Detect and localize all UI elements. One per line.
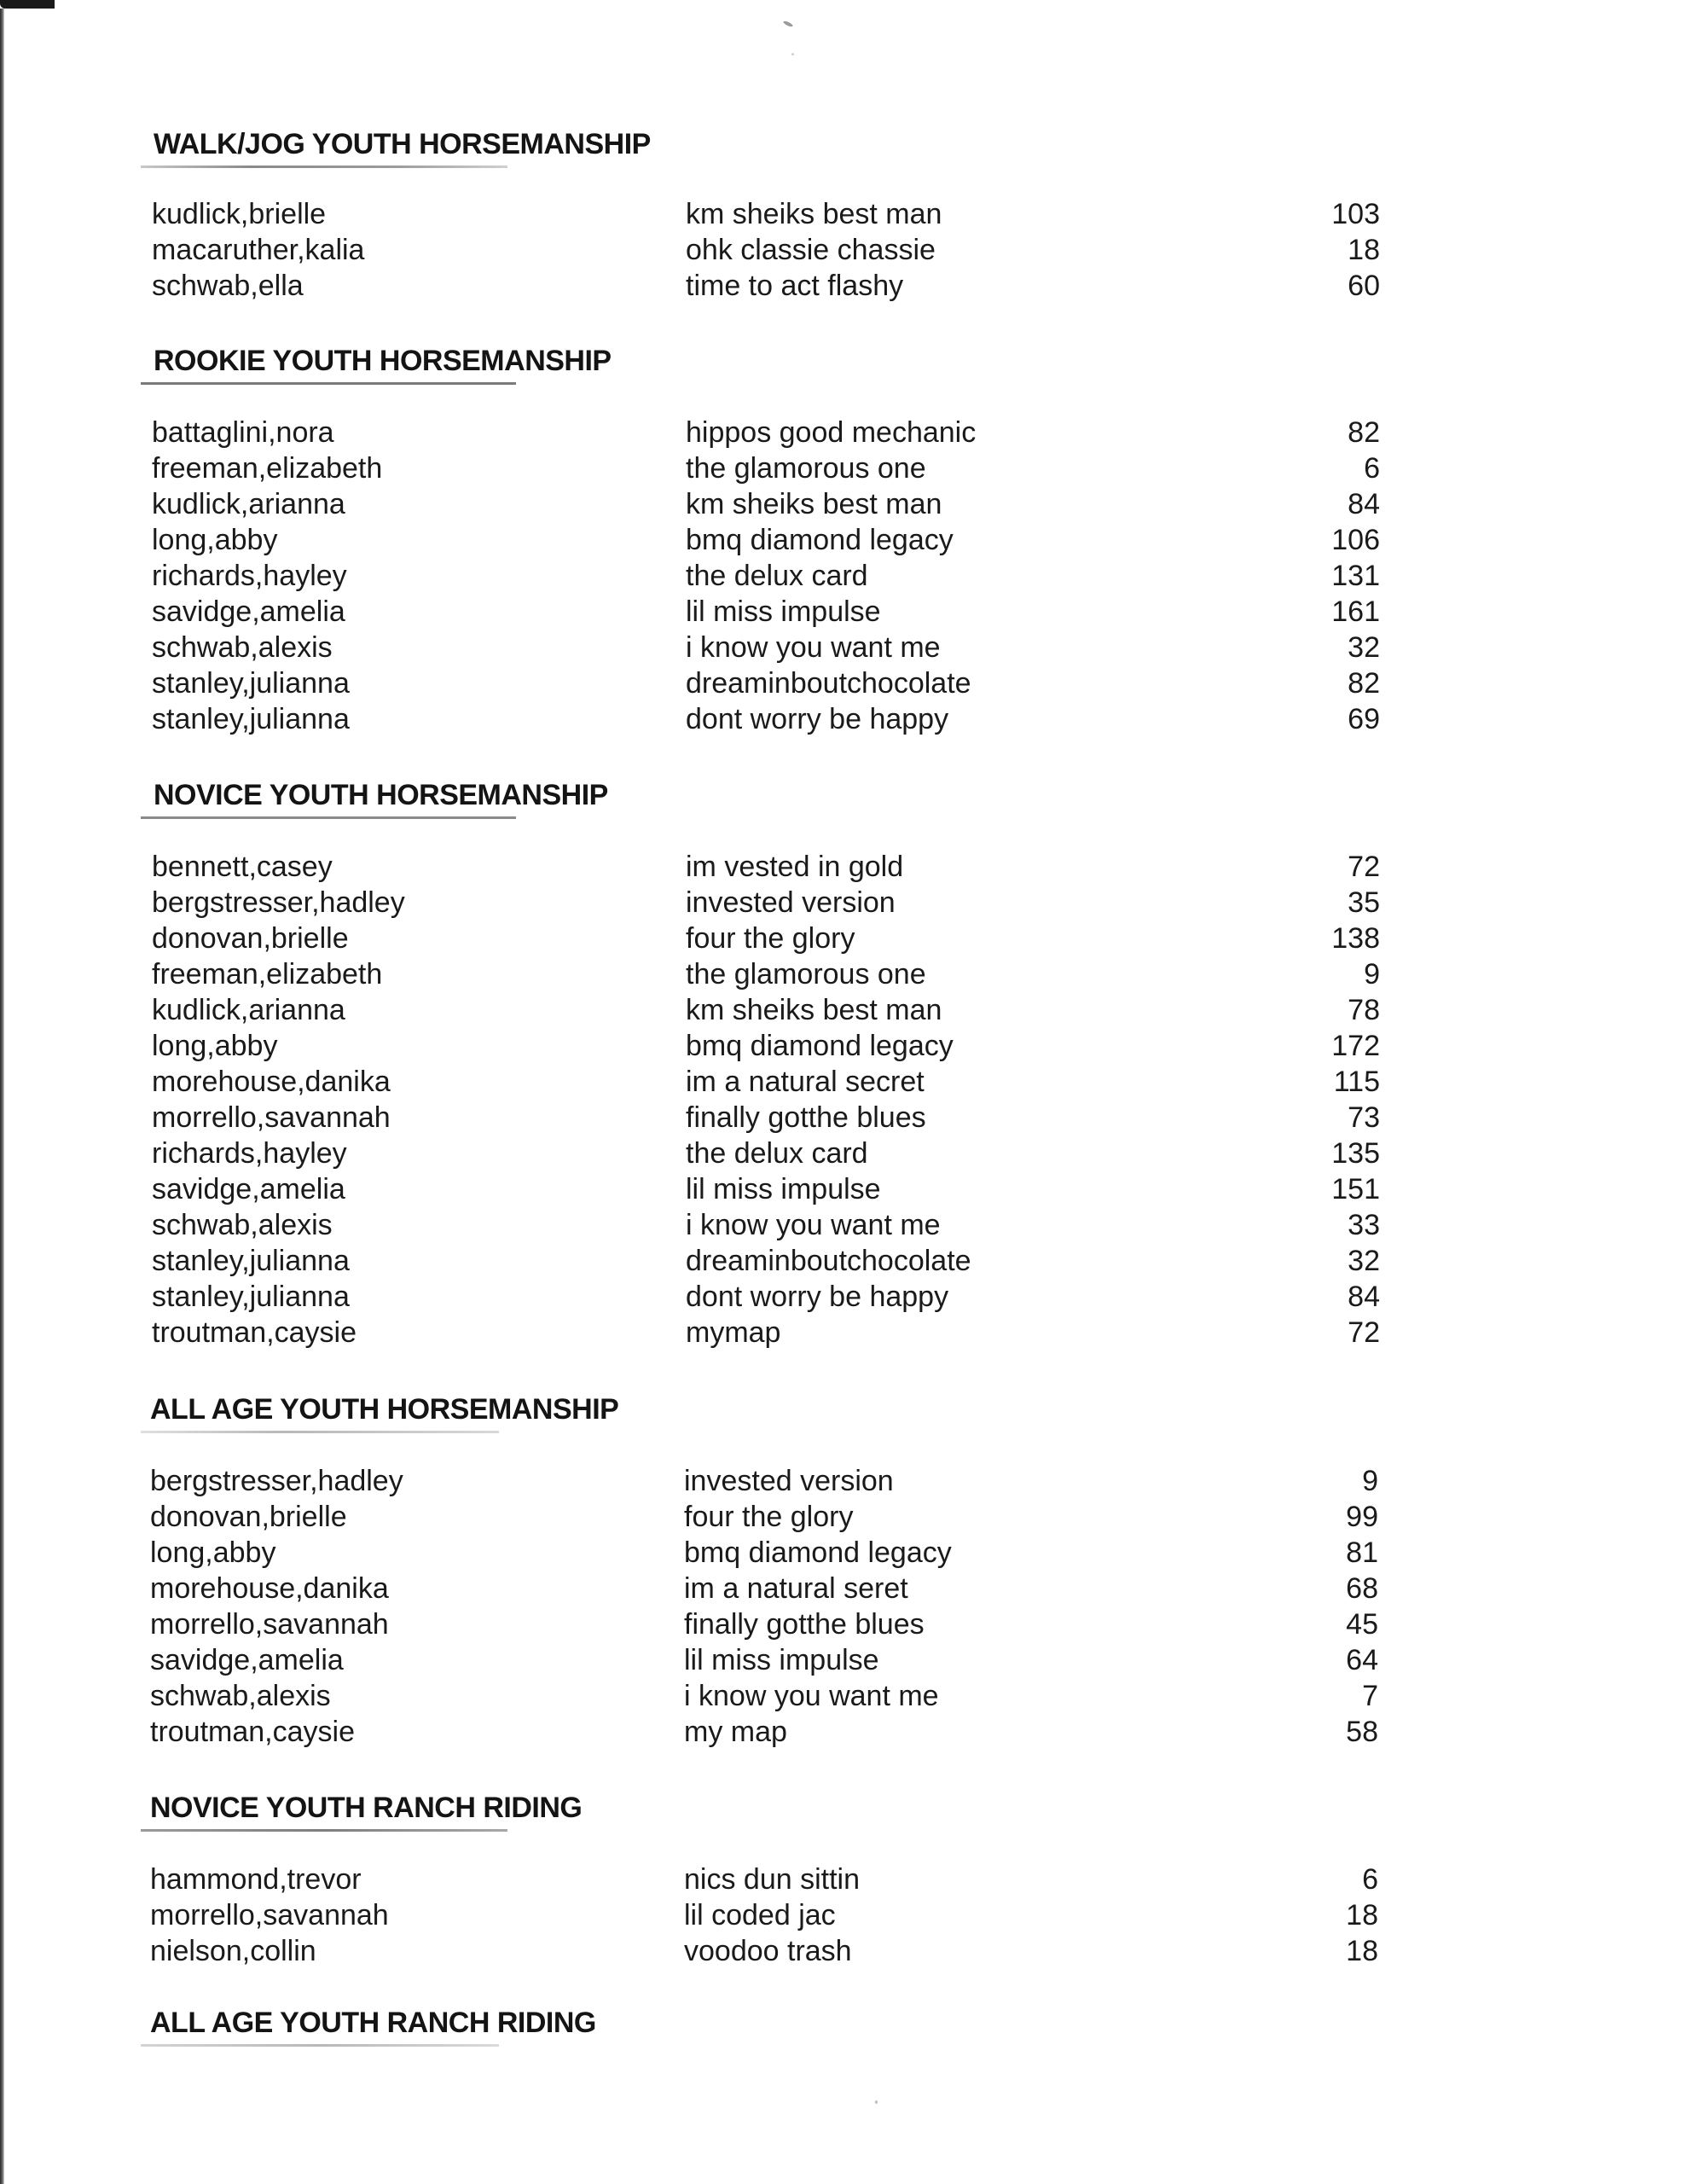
entry-number: 58 [1346,1716,1378,1748]
entry-row [0,415,1687,450]
entry-number: 82 [1348,416,1380,449]
entry-number: 106 [1331,524,1380,556]
horse-name: time to act flashy [686,270,904,302]
entry-row [0,1897,1687,1933]
entry-number: 81 [1346,1536,1378,1569]
entry-number: 32 [1348,1245,1380,1277]
horse-name: im a natural secret [686,1066,925,1098]
entry-row [0,956,1687,992]
section-title: WALK/JOG YOUTH HORSEMANSHIP [154,128,651,160]
section-title: ROOKIE YOUTH HORSEMANSHIP [154,345,612,377]
entry-number: 7 [1362,1680,1378,1712]
entry-number: 138 [1331,922,1380,955]
entry-row [0,849,1687,885]
entry-number: 151 [1331,1173,1380,1205]
entry-number: 64 [1346,1644,1378,1676]
section-title: NOVICE YOUTH HORSEMANSHIP [154,779,608,811]
rider-name: long,abby [150,1536,276,1569]
horse-name: dont worry be happy [686,1281,949,1313]
entry-row [0,1463,1687,1499]
horse-name: finally gotthe blues [684,1608,925,1641]
rider-name: battaglini,nora [152,416,334,449]
entry-number: 84 [1348,488,1380,520]
rider-name: savidge,amelia [152,595,345,628]
entry-number: 18 [1346,1899,1378,1931]
entry-row [0,992,1687,1028]
rider-name: freeman,elizabeth [152,958,383,990]
rider-name: morrello,savannah [150,1899,389,1931]
rider-name: schwab,alexis [152,1209,333,1241]
rider-name: freeman,elizabeth [152,452,383,485]
horse-name: hippos good mechanic [686,416,977,449]
section-title: NOVICE YOUTH RANCH RIDING [150,1792,583,1824]
entry-row [0,921,1687,956]
rider-name: kudlick,arianna [152,994,345,1026]
section-underline [141,1829,507,1832]
horse-name: my map [684,1716,787,1748]
entry-row [0,1499,1687,1535]
section-underline [141,2044,499,2047]
entry-number: 135 [1331,1137,1380,1170]
entry-row [0,665,1687,701]
entry-row [0,630,1687,665]
rider-name: stanley,julianna [152,1281,350,1313]
horse-name: mymap [686,1316,781,1349]
entry-number: 6 [1362,1863,1378,1896]
entry-row [0,1100,1687,1136]
section-title: ALL AGE YOUTH HORSEMANSHIP [150,1393,619,1426]
rider-name: schwab,alexis [150,1680,331,1712]
horse-name: dreaminboutchocolate [686,667,971,700]
entry-row [0,1535,1687,1571]
rider-name: morrello,savannah [150,1608,389,1641]
horse-name: invested version [686,886,896,919]
horse-name: lil coded jac [684,1899,836,1931]
rider-name: stanley,julianna [152,703,350,735]
horse-name: four the glory [686,922,855,955]
entry-number: 115 [1333,1066,1380,1098]
horse-name: dont worry be happy [686,703,949,735]
rider-name: richards,hayley [152,1137,347,1170]
rider-name: kudlick,brielle [152,198,327,230]
section-underline [141,382,516,385]
entry-number: 172 [1331,1030,1380,1062]
rider-name: bergstresser,hadley [150,1465,403,1497]
horse-name: four the glory [684,1501,854,1533]
horse-name: the glamorous one [686,452,926,485]
section-underline [141,816,516,819]
entry-number: 32 [1348,631,1380,664]
rider-name: savidge,amelia [152,1173,345,1205]
entry-row [0,1207,1687,1243]
rider-name: long,abby [152,1030,278,1062]
section-title: ALL AGE YOUTH RANCH RIDING [150,2007,596,2039]
horse-name: lil miss impulse [686,595,881,628]
entry-number: 9 [1364,958,1380,990]
entry-number: 82 [1348,667,1380,700]
rider-name: macaruther,kalia [152,234,365,266]
entry-row [0,1279,1687,1315]
entry-number: 18 [1346,1935,1378,1967]
horse-name: bmq diamond legacy [686,524,954,556]
entry-number: 131 [1331,560,1380,592]
horse-name: km sheiks best man [686,488,942,520]
entry-row [0,522,1687,558]
entry-number: 68 [1346,1572,1378,1605]
rider-name: stanley,julianna [152,1245,350,1277]
rider-name: donovan,brielle [150,1501,347,1533]
entry-row [0,1678,1687,1714]
rider-name: donovan,brielle [152,922,349,955]
horse-name: i know you want me [686,631,941,664]
entry-row [0,1714,1687,1750]
horse-name: bmq diamond legacy [686,1030,954,1062]
entry-number: 60 [1348,270,1380,302]
entry-row [0,196,1687,232]
entry-row [0,701,1687,737]
horse-name: bmq diamond legacy [684,1536,952,1569]
rider-name: morehouse,danika [150,1572,389,1605]
entry-row [0,486,1687,522]
horse-name: dreaminboutchocolate [686,1245,971,1277]
entry-row [0,1606,1687,1642]
entry-number: 35 [1348,886,1380,919]
entry-row [0,1642,1687,1678]
horse-name: the delux card [686,1137,868,1170]
entry-number: 99 [1346,1501,1378,1533]
horse-name: km sheiks best man [686,994,942,1026]
entry-row [0,1064,1687,1100]
horse-name: im vested in gold [686,851,904,883]
rider-name: nielson,collin [150,1935,316,1967]
entry-number: 78 [1348,994,1380,1026]
rider-name: schwab,ella [152,270,304,302]
entry-row [0,1243,1687,1279]
entry-row [0,1862,1687,1897]
horse-name: voodoo trash [684,1935,852,1967]
entry-number: 18 [1348,234,1380,266]
entry-row [0,1136,1687,1171]
entry-row [0,1571,1687,1606]
entry-number: 72 [1348,851,1380,883]
entry-row [0,594,1687,630]
rider-name: morrello,savannah [152,1101,391,1134]
rider-name: schwab,alexis [152,631,333,664]
entry-row [0,268,1687,304]
rider-name: savidge,amelia [150,1644,344,1676]
rider-name: stanley,julianna [152,667,350,700]
rider-name: morehouse,danika [152,1066,391,1098]
rider-name: richards,hayley [152,560,347,592]
horse-name: im a natural seret [684,1572,908,1605]
horse-name: nics dun sittin [684,1863,860,1896]
entry-number: 161 [1331,595,1380,628]
horse-name: lil miss impulse [684,1644,879,1676]
rider-name: kudlick,arianna [152,488,345,520]
horse-name: ohk classie chassie [686,234,936,266]
entry-number: 84 [1348,1281,1380,1313]
horse-name: finally gotthe blues [686,1101,926,1134]
horse-name: the delux card [686,560,868,592]
horse-name: invested version [684,1465,894,1497]
rider-name: troutman,caysie [152,1316,357,1349]
entry-number: 45 [1346,1608,1378,1641]
entry-number: 33 [1348,1209,1380,1241]
entry-row [0,450,1687,486]
entry-number: 6 [1364,452,1380,485]
entry-number: 73 [1348,1101,1380,1134]
entry-row [0,558,1687,594]
rider-name: troutman,caysie [150,1716,355,1748]
rider-name: long,abby [152,524,278,556]
entry-row [0,232,1687,268]
entry-row [0,1933,1687,1969]
horse-name: lil miss impulse [686,1173,881,1205]
entry-number: 72 [1348,1316,1380,1349]
horse-name: i know you want me [684,1680,939,1712]
entry-number: 69 [1348,703,1380,735]
rider-name: bennett,casey [152,851,333,883]
horse-name: km sheiks best man [686,198,942,230]
horse-name: the glamorous one [686,958,926,990]
entry-row [0,1028,1687,1064]
entry-row [0,1315,1687,1350]
horse-name: i know you want me [686,1209,941,1241]
section-underline [141,1431,499,1433]
section-underline [141,166,507,168]
entry-row [0,885,1687,921]
entry-row [0,1171,1687,1207]
entry-number: 103 [1331,198,1380,230]
rider-name: bergstresser,hadley [152,886,405,919]
rider-name: hammond,trevor [150,1863,362,1896]
entry-number: 9 [1362,1465,1378,1497]
